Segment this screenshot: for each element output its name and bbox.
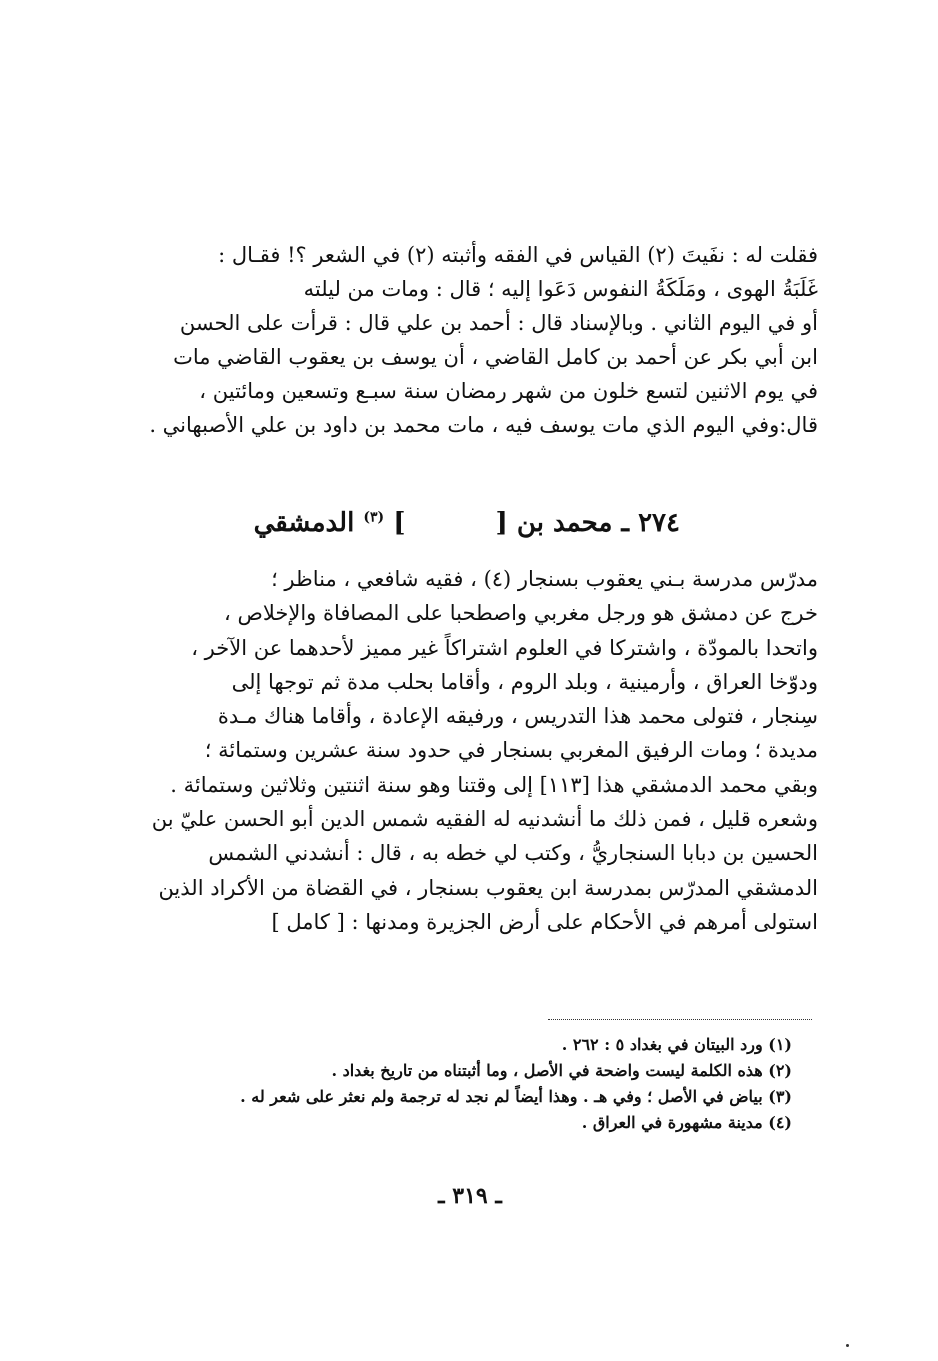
footnote: (٤) مدينة مشهورة في العراق . — [581, 1113, 792, 1132]
entry-nisba: الدمشقي — [253, 508, 355, 538]
entry-heading — [253, 508, 680, 538]
text-line: مديدة ؛ ومات الرفيق المغربي بسنجار في حدود سنة عشرين وستمائة ؛ — [204, 738, 818, 763]
text-line: الحسين بن دبابا السنجاريُّ ، وكتب لي خطه به ، قال : أنشدني الشمس — [208, 841, 818, 866]
footnotes — [172, 1032, 792, 1136]
text-line: ابن أبي بكر عن أحمد بن كامل القاضي ، أن يوسف بن يعقوب القاضي مات — [173, 345, 818, 369]
text-line: الدمشقي المدرّس بمدرسة ابن يعقوب بسنجار ، في القضاة من الأكراد الذين — [158, 875, 818, 900]
footnote-divider — [548, 1019, 812, 1020]
text-line: استولى أمرهم في الأحكام على أرض الجزيرة ومدنها : [ كامل ] — [271, 909, 818, 934]
paragraph-1 — [118, 238, 818, 442]
footnote: (٢) هذه الكلمة ليست واضحة في الأصل ، وما أثبتناه من تاريخ بغداد . — [331, 1061, 792, 1080]
text-line: فقلت له : نفَيتَ (٢) القياس في الفقه وأثبته (٢) في الشعر ؟! فقـال : — [218, 243, 818, 267]
scan-speck — [846, 1344, 849, 1347]
text-line: غَلَبَةُ الهوى ، ومَلَكَةُ النفوس دَعَوا إليه ؛ قال : ومات من ليلته — [303, 277, 818, 301]
text-line: وبقي محمد الدمشقي هذا [١١٣] إلى وقتنا وهو سنة اثنتين وثلاثين وستمائة . — [170, 772, 818, 797]
text-line: وشعره قليل ، فمن ذلك ما أنشدنيه له الفقيه شمس الدين أبو الحسن عليّ بن — [151, 807, 818, 832]
text-line: قال:وفي اليوم الذي مات يوسف فيه ، مات محمد بن داود بن علي الأصبهاني . — [149, 413, 818, 437]
text-line: سِنجار ، فتولى محمد هذا التدريس ، ورفيقه الإعادة ، وأقاما هناك مـدة — [217, 704, 818, 729]
entry-number: ٢٧٤ ـ محمد بن [ — [495, 508, 680, 538]
text-line: خرج عن دمشق هو ورجل مغربي واصطحبا على المصافاة والإخلاص ، — [223, 601, 818, 626]
text-line: مدرّس مدرسة بـني يعقوب بسنجار (٤) ، فقيه شافعي ، مناظر ؛ — [271, 567, 818, 591]
page-number: ـ ٣١٩ ـ — [438, 1183, 502, 1209]
footnote-ref: (٣) — [363, 509, 385, 526]
text-line: في يوم الاثنين لتسع خلون من شهر رمضان سنة سبـع وتسعين ومائتين ، — [199, 379, 818, 403]
text-line: واتحدا بالمودّة ، واشتركا في العلوم اشتراكاً غير مميز لأحدهما عن الآخر ، — [191, 635, 818, 660]
entry-bracket: ] — [393, 508, 406, 538]
text-line: أو في اليوم الثاني . وبالإسناد قال : أحمد بن علي قال : قرأت على الحسن — [179, 311, 818, 335]
paragraph-2 — [118, 562, 818, 939]
footnote: (٣) بياض في الأصل ؛ وفي هـ . وهذا أيضاً لم نجد له ترجمة ولم نعثر على شعر له . — [240, 1087, 792, 1106]
text-line: ودوّخا العراق ، وأرمينية ، وبلد الروم ، وأقاما بحلب مدة ثم توجها إلى — [231, 669, 818, 694]
footnote: (١) ورد البيتان في بغداد ٥ : ٢٦٢ . — [561, 1035, 792, 1054]
